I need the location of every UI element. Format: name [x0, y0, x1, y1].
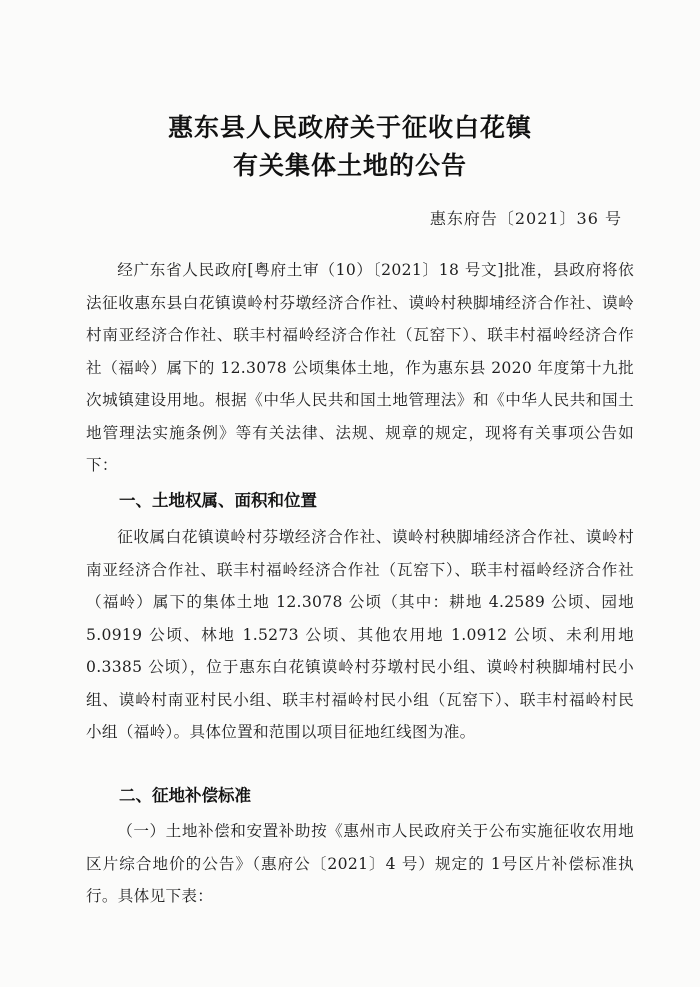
- section-1-paragraph: 征收属白花镇谟岭村芬墩经济合作社、谟岭村秧脚埔经济合作社、谟岭村南亚经济合作社、联丰村福岭经济合作社（瓦窑下）、联丰村福岭经济合作社（福岭）属下的集体土地 12.3078 公顷（其中：耕地 4.2589 公顷、园地 5.0919 公顷、林地 1.5273 公顷、其他农用地 1.0912 公顷、未利用地 0.3385 公顷），位于惠东白花镇谟岭村芬墩村民小组、谟岭村秧脚埔村民小组、谟岭村南亚村民小组、联丰村福岭村民小组（瓦窑下）、联丰村福岭村民小组（福岭）。具体位置和范围以项目征地红线图为准。: [86, 528, 634, 741]
- document-number: 惠东府告〔2021〕36 号: [429, 209, 622, 228]
- section-2-paragraph: （一）土地补偿和安置补助按《惠州市人民政府关于公布实施征收农用地区片综合地价的公告》（惠府公〔2021〕4 号）规定的 1号区片补偿标准执行。具体见下表：: [86, 822, 634, 905]
- intro-paragraph: 经广东省人民政府[粤府土审（10）〔2021〕18 号文]批准，县政府将依法征收惠东县白花镇谟岭村芬墩经济合作社、谟岭村秧脚埔经济合作社、谟岭村南亚经济合作社、联丰村福岭经济合作社（瓦窑下）、联丰村福岭经济合作社（福岭）属下的 12.3078 公顷集体土地，作为惠东县 2020 年度第十九批次城镇建设用地。根据《中华人民共和国土地管理法》和《中华人民共和国土地管理法实施条例》等有关法律、法规、规章的规定，现将有关事项公告如下：: [86, 261, 634, 474]
- section-2-heading: 二、征地补偿标准: [119, 786, 251, 805]
- notice-title-line-1: 惠东县人民政府关于征收白花镇: [167, 113, 532, 142]
- section-1-heading: 一、土地权属、面积和位置: [119, 491, 317, 510]
- notice-title-line-2: 有关集体土地的公告: [232, 151, 467, 180]
